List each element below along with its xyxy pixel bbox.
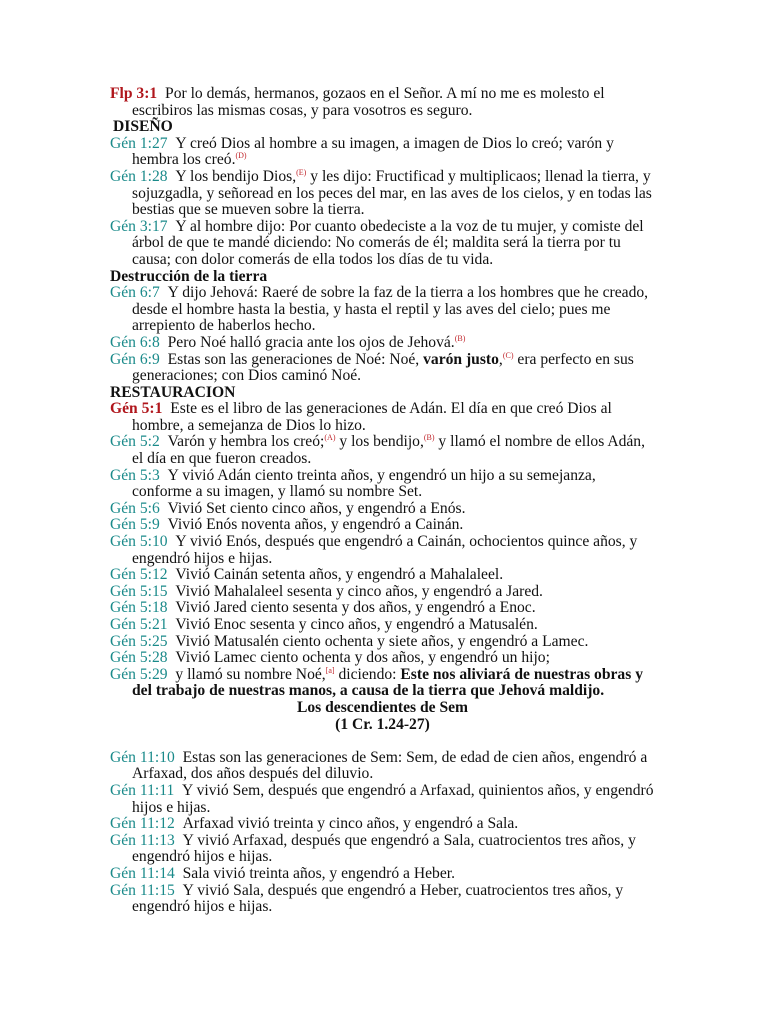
verse-gen-11-15 [110,883,655,916]
verse-gen-5-28 [110,650,655,667]
footnote-marker[interactable]: (C) [502,350,514,360]
verse-emphasis: varón justo [423,350,499,368]
verse-text-cont: era perfecto en sus generaciones; con Dios caminó Noé. [132,350,634,385]
verse-gen-5-15 [110,584,655,601]
verse-gen-11-13 [110,833,655,866]
verse-text: Y vivió Sala, después que engendró a Heber, cuatrocientos tres años, y engendró hijos e hijas. [132,881,624,916]
document-page [110,86,655,916]
verse-gen-5-29 [110,667,655,700]
verse-ref: Gén 5:29 [110,665,168,683]
verse-text: Vivió Jared ciento sesenta y dos años, y engendró a Enoc. [175,599,536,617]
verse-ref: Gén 5:9 [110,516,160,534]
verse-text: Vivió Lamec ciento ochenta y dos años, y engendró un hijo; [175,649,550,667]
verse-gen-11-12 [110,816,655,833]
footnote-marker[interactable]: (B) [423,433,435,443]
verse-text-cont: y los bendijo, [335,433,424,451]
verse-ref: Gén 6:7 [110,284,160,302]
verse-gen-11-10 [110,750,655,783]
verse-gen-6-7 [110,285,655,335]
verse-ref: Gén 1:27 [110,134,168,152]
verse-text: Vivió Set ciento cinco años, y engendró a Enós. [167,499,466,517]
verse-ref: Gén 5:10 [110,533,168,551]
footnote-marker[interactable]: (D) [235,151,247,161]
verse-ref: Gén 5:2 [110,433,160,451]
verse-text: Y al hombre dijo: Por cuanto obedeciste a la voz de tu mujer, y comiste del árbol de que te mandé diciendo: No comerás de él; maldita será la tierra por tu causa; con dolor comerás de ella todos los días de tu vida. [132,217,644,268]
heading-sem-ref: (1 Cr. 1.24-27) [335,715,430,733]
footnote-marker[interactable]: (E) [296,167,307,177]
heading-destruccion: Destrucción de la tierra [110,267,268,285]
verse-ref: Gén 11:11 [110,781,175,799]
heading-restauracion: RESTAURACION [110,383,236,401]
verse-ref: Gén 11:10 [110,748,175,766]
verse-ref: Gén 6:9 [110,350,160,368]
verse-text: Y vivió Adán ciento treinta años, y engendró un hijo a su semejanza, conforme a su imagen, y llamó su nombre Set. [132,466,596,501]
verse-gen-1-28 [110,169,655,219]
heading-diseno: DISEÑO [113,118,173,136]
verse-gen-1-27 [110,136,655,169]
blank-line [110,733,655,750]
verse-ref: Gén 11:12 [110,815,175,833]
verse-text-cont: diciendo: [334,665,401,683]
verse-text: y llamó su nombre Noé, [175,665,326,683]
verse-text: Vivió Mahalaleel sesenta y cinco años, y engendró a Jared. [175,582,543,600]
verse-ref: Gén 11:15 [110,881,175,899]
heading-sem: Los descendientes de Sem [296,698,469,716]
verse-gen-6-8 [110,335,655,352]
verse-ref: Gén 5:6 [110,499,160,517]
verse-gen-5-6 [110,501,655,518]
verse-ref: Gén 5:3 [110,466,160,484]
verse-ref: Gén 11:14 [110,864,175,882]
verse-gen-5-9 [110,517,655,534]
footnote-marker[interactable]: (A) [324,433,336,443]
verse-gen-5-1 [110,401,655,434]
verse-ref: Gén 11:13 [110,831,175,849]
verse-text-cont: y llamó el nombre de ellos Adán, el día en que fueron creados. [132,433,646,468]
verse-text: Y vivió Arfaxad, después que engendró a Sala, cuatrocientos tres años, y engendró hijos e hijas. [132,831,636,866]
verse-gen-5-10 [110,534,655,567]
verse-text: Estas son las generaciones de Sem: Sem, de edad de cien años, engendró a Arfaxad, dos años después del diluvio. [132,748,648,783]
verse-gen-11-14 [110,866,655,883]
verse-ref: Gén 5:25 [110,632,168,650]
verse-text: Y dijo Jehová: Raeré de sobre la faz de la tierra a los hombres que he creado, desde el hombre hasta la bestia, y hasta el reptil y las aves del cielo; pues me arrepiento de haberlos hecho. [132,284,649,335]
verse-punct: , [498,350,503,368]
verse-text: Sala vivió treinta años, y engendró a Heber. [182,864,455,882]
verse-gen-5-12 [110,567,655,584]
verse-ref: Gén 5:21 [110,616,168,633]
verse-gen-11-11 [110,783,655,816]
verse-ref: Flp 3:1 [110,85,158,102]
verse-text: Arfaxad vivió treinta y cinco años, y engendró a Sala. [182,815,519,833]
verse-ref: Gén 5:28 [110,649,168,667]
verse-gen-6-9 [110,352,655,385]
verse-ref: Gén 5:1 [110,400,163,418]
verse-text: Y vivió Enós, después que engendró a Cainán, ochocientos quince años, y engendró hijos e hijas. [132,533,638,567]
verse-gen-3-17 [110,219,655,269]
verse-text-cont: y les dijo: Fructificad y multiplicaos; llenad la tierra, y sojuzgadla, y señoread en los peces del mar, en las aves de los cielos, y en todas las bestias que se mueven sobre la tierra. [132,167,652,219]
verse-ref: Gén 1:28 [110,167,168,185]
verse-text: Y creó Dios al hombre a su imagen, a imagen de Dios lo creó; varón y hembra los creó. [132,134,614,169]
footnote-marker[interactable]: [a] [325,665,335,675]
verse-gen-5-3 [110,468,655,501]
verse-text: Este es el libro de las generaciones de Adán. El día en que creó Dios al hombre, a semejanza de Dios lo hizo. [132,400,612,434]
verse-text: Y los bendijo Dios, [175,167,297,185]
verse-text: Vivió Matusalén ciento ochenta y siete años, y engendró a Lamec. [175,632,589,650]
verse-ref: Gén 5:12 [110,566,168,584]
verse-text: Vivió Enoc sesenta y cinco años, y engendró a Matusalén. [175,616,538,633]
verse-emphasis: Este nos aliviará de nuestras obras y del trabajo de nuestras manos, a causa de la tierra que Jehová maldijo. [132,665,643,700]
verse-text: Y vivió Sem, después que engendró a Arfaxad, quinientos años, y engendró hijos e hijas. [132,781,654,816]
verse-ref: Gén 5:18 [110,599,168,617]
verse-text: Varón y hembra los creó; [167,433,325,451]
verse-ref: Gén 3:17 [110,217,168,235]
verse-gen-5-2 [110,434,655,467]
verse-text: Estas son las generaciones de Noé: Noé, [167,350,424,368]
verse-gen-5-25 [110,634,655,651]
verse-gen-5-18 [110,600,655,617]
footnote-marker[interactable]: (B) [454,333,466,343]
verse-gen-5-21 [110,617,655,634]
verse-text: Vivió Cainán setenta años, y engendró a Mahalaleel. [175,566,504,584]
verse-ref: Gén 6:8 [110,333,160,351]
verse-text: Pero Noé halló gracia ante los ojos de Jehová. [167,333,455,351]
verse-flp-3-1 [110,86,655,119]
verse-ref: Gén 5:15 [110,582,168,600]
verse-text: Por lo demás, hermanos, gozaos en el Señor. A mí no me es molesto el escribiros las mismas cosas, y para vosotros es seguro. [132,85,605,119]
verse-text: Vivió Enós noventa años, y engendró a Cainán. [167,516,464,534]
